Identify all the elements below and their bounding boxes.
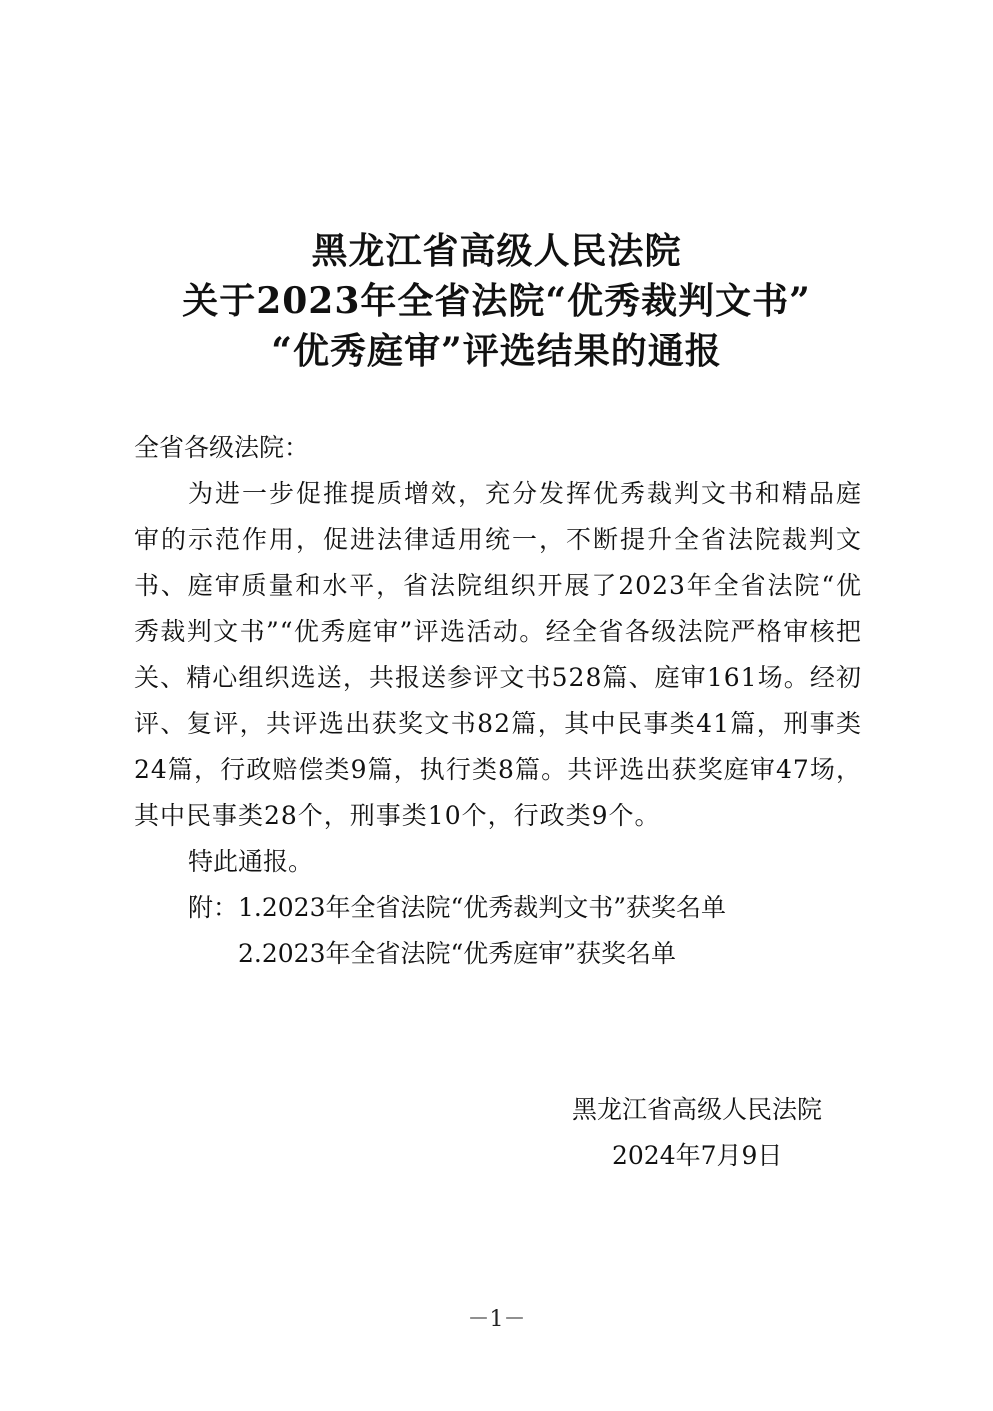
main-paragraph: 为进一步促推提质增效，充分发挥优秀裁判文书和精品庭审的示范作用，促进法律适用统一，不断提升全省法院裁判文书、庭审质量和水平，省法院组织开展了2023年全省法院“优秀裁判文书”“优秀庭审”评选活动。经全省各级法院严格审核把关、精心组织选送，共报送参评文书528篇、庭审161场。经初评、复评，共评选出获奖文书82篇，其中民事类41篇，刑事类24篇，行政赔偿类9篇，执行类8篇。共评选出获奖庭审47场，其中民事类28个，刑事类10个，行政类9个。 [134, 479, 862, 830]
attachment-item-2 [134, 931, 862, 977]
document-body [134, 425, 862, 977]
title-line-3: “优秀庭审”评选结果的通报 [271, 330, 722, 372]
title-line-2: 关于2023年全省法院“优秀裁判文书” [182, 280, 811, 322]
signature-date: 2024年7月9日 [612, 1141, 783, 1170]
title-line-1: 黑龙江省高级人民法院 [311, 230, 682, 272]
attachment-item-1 [134, 885, 862, 931]
closing-notice: 特此通报。 [188, 847, 314, 876]
attachment-text-2: 2.2023年全省法院“优秀庭审”获奖名单 [238, 939, 677, 968]
document-title [0, 226, 993, 376]
page-number: －1－ [467, 1307, 526, 1332]
attachment-label: 附： [188, 893, 239, 922]
signature-organization: 黑龙江省高级人民法院 [572, 1095, 823, 1124]
salutation: 全省各级法院： [134, 433, 310, 462]
attachment-text-1: 1.2023年全省法院“优秀裁判文书”获奖名单 [238, 893, 727, 922]
signature-block [560, 1087, 860, 1179]
